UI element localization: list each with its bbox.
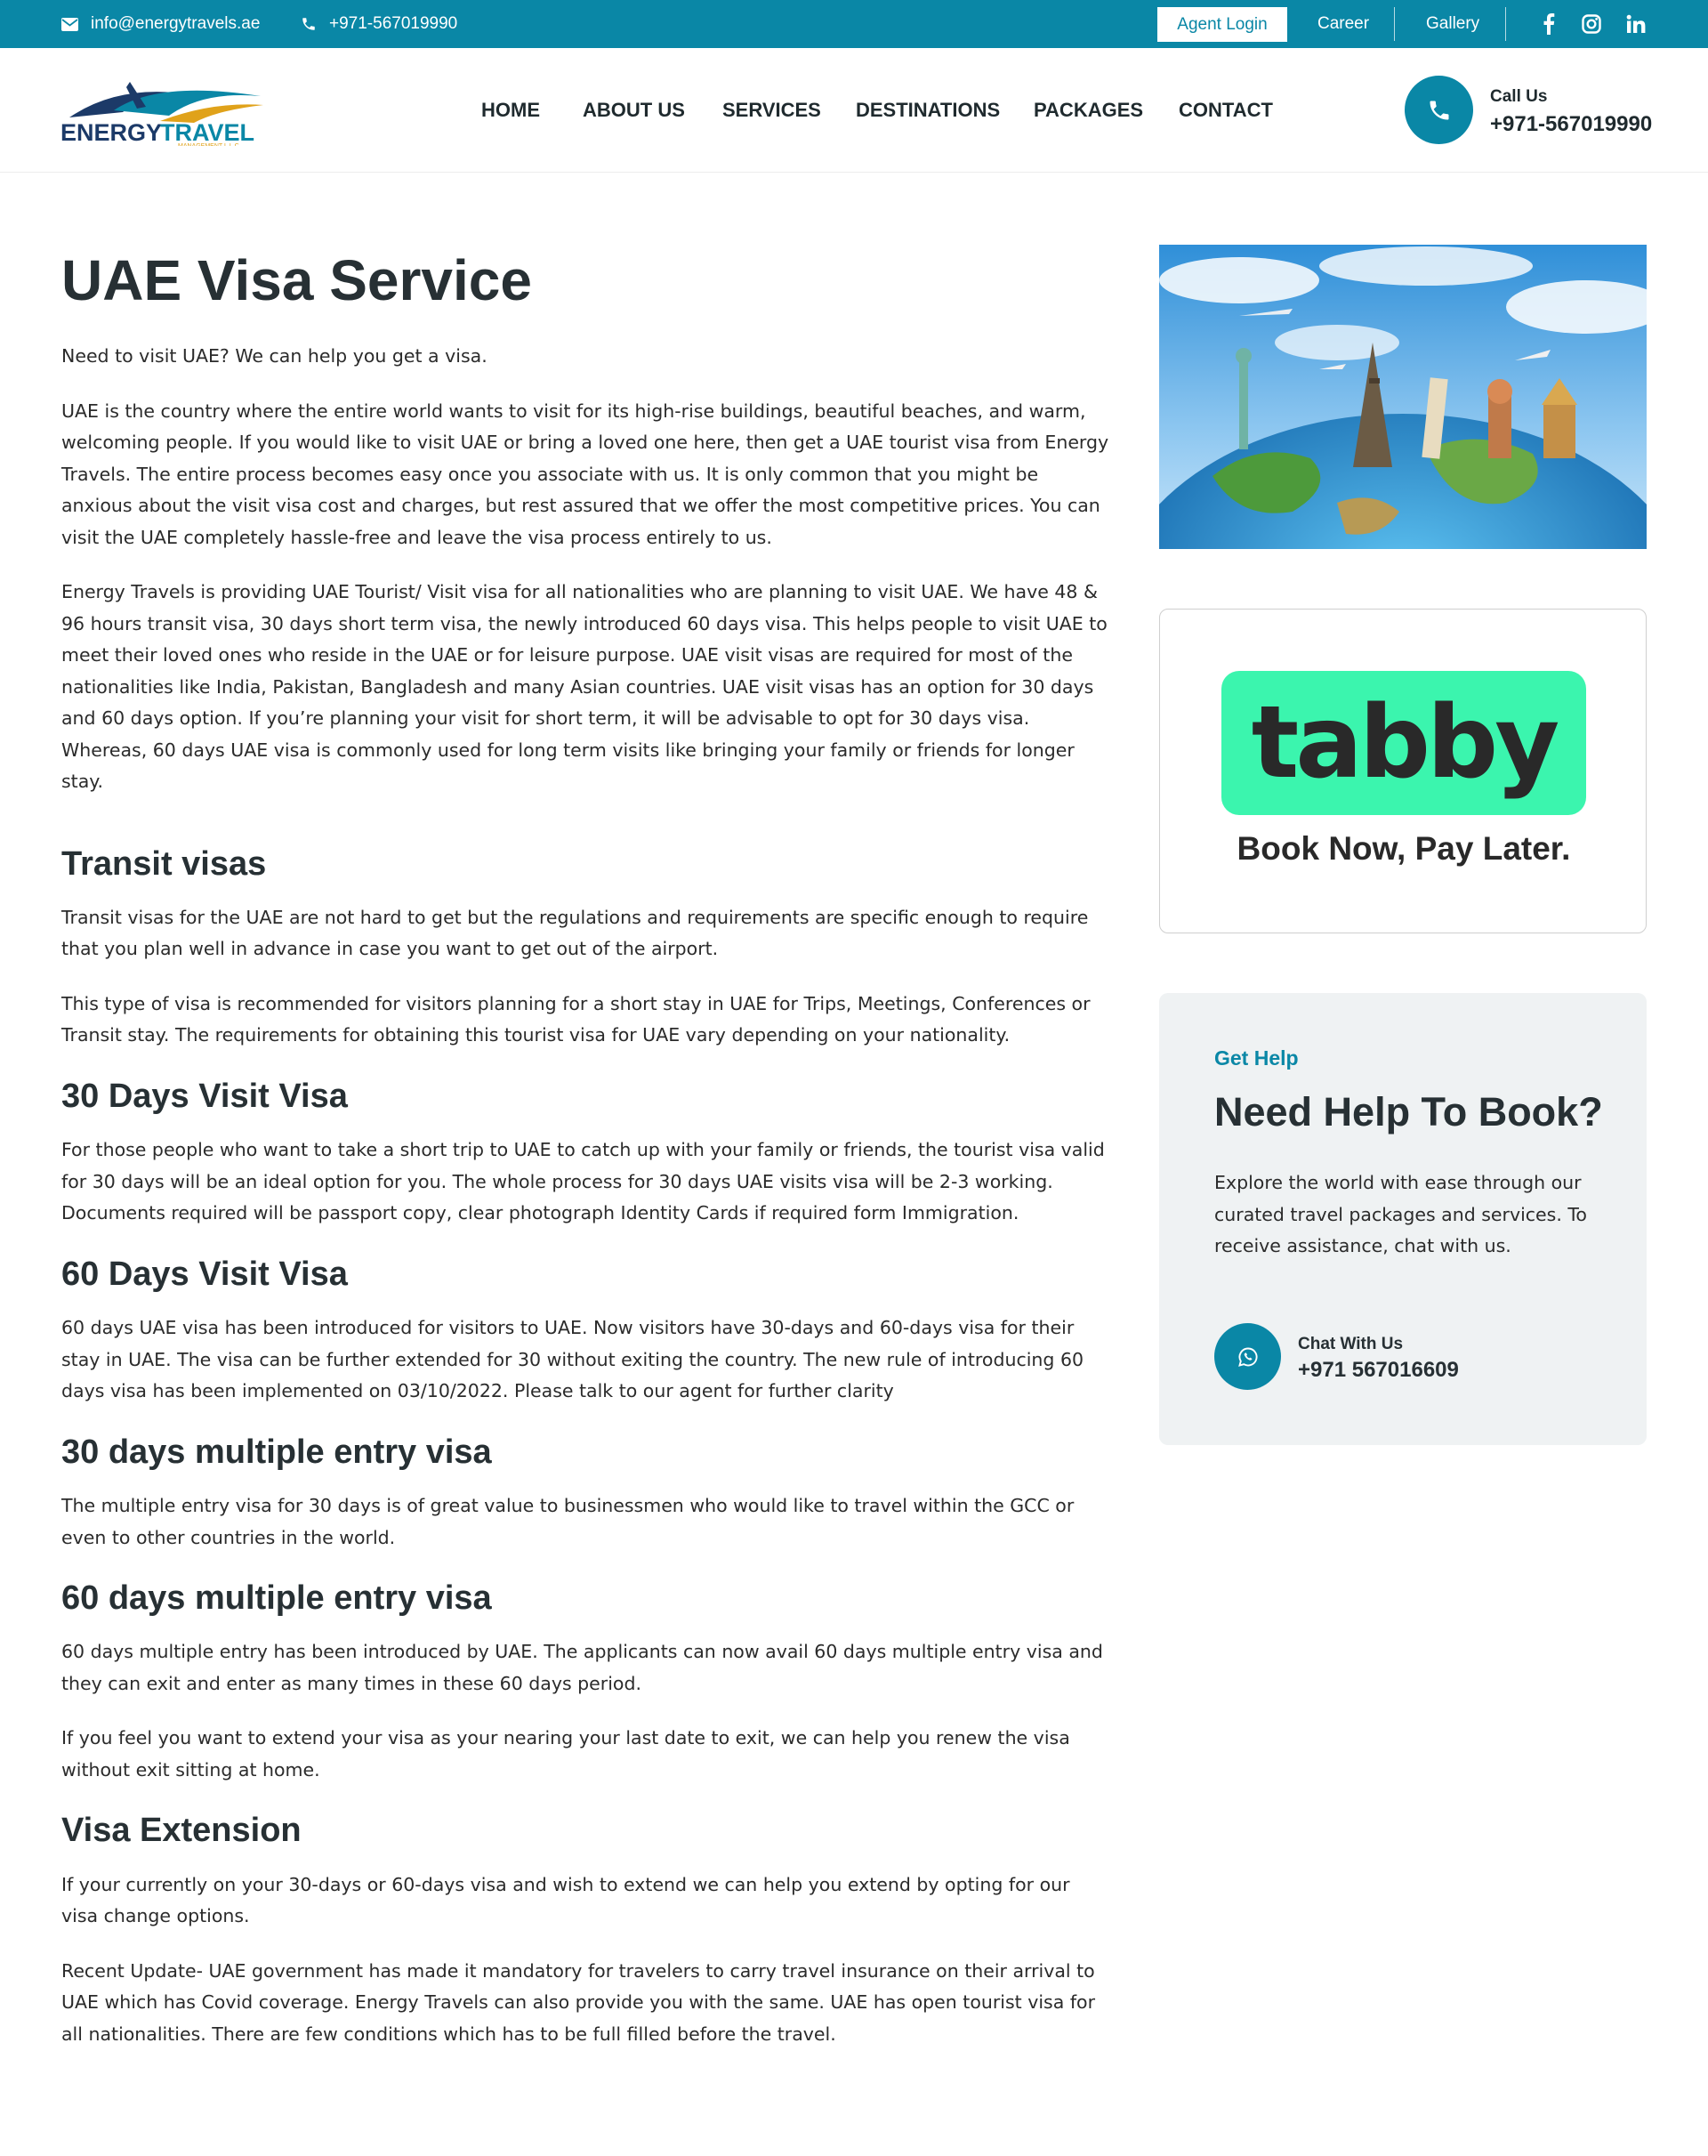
paragraph: 60 days multiple entry has been introduced by UAE. The applicants can now avail 60 days multiple entry visa and they can exit and enter as many times in these 60 days period. (61, 1641, 1103, 1694)
call-label: Call Us (1490, 87, 1548, 106)
top-email-text: info@energytravels.ae (91, 14, 261, 33)
call-number[interactable]: +971-567019990 (1490, 112, 1653, 136)
energy-travel-logo[interactable] (60, 75, 267, 146)
paragraph: If you feel you want to extend your visa as your nearing your last date to exit, we can help you renew the visa without exit sitting at home. (61, 1727, 1070, 1781)
help-card (1159, 993, 1647, 1445)
top-divider (1505, 7, 1506, 41)
nav-destinations[interactable]: DESTINATIONS (856, 99, 1001, 121)
tabby-logo (1221, 671, 1586, 815)
paragraph: 60 days UAE visa has been introduced for visitors to UAE. Now visitors have 30-days and 60-days visa for their stay in UAE. The visa can be further extended for 30 without exiting the country. The new rule of introducing 60 days visa has been implemented on 03/10/2022. Please talk to our agent for further clarity (61, 1317, 1084, 1402)
help-kicker: Get Help (1214, 1046, 1299, 1070)
linkedin-icon[interactable] (1623, 12, 1648, 36)
svg-text:MANAGEMENT L.L.C (178, 143, 239, 146)
top-bar (0, 0, 1708, 48)
top-phone-text: +971-567019990 (329, 14, 458, 33)
top-phone[interactable] (301, 0, 457, 48)
chat-label: Chat With Us (1298, 1335, 1404, 1353)
heading-visa-extension: Visa Extension (61, 1812, 302, 1850)
tabby-promo-card[interactable] (1159, 609, 1647, 933)
svg-text:TRAVEL: TRAVEL (160, 119, 254, 146)
svg-text:ENERGY: ENERGY (60, 119, 163, 146)
nav-contact[interactable]: CONTACT (1179, 99, 1273, 121)
help-title: Need Help To Book? (1214, 1089, 1603, 1135)
heading-60-days-multiple: 60 days multiple entry visa (61, 1579, 492, 1618)
help-text: Explore the world with ease through our curated travel packages and services. To receive assistance, chat with us. (1214, 1172, 1587, 1256)
whatsapp-icon (1237, 1346, 1259, 1368)
heading-transit-visas: Transit visas (61, 844, 267, 883)
heading-60-days-visa: 60 Days Visit Visa (61, 1255, 348, 1293)
main-content (61, 245, 1111, 2073)
paragraph: UAE is the country where the entire world wants to visit for its high-rise buildings, beautiful beaches, and warm, welcoming people. If you would like to visit UAE or bring a loved one here, then get a UAE tourist visa from Energy Travels. The entire process becomes easy once you associate with us. It is only common that you might be anxious about the visit visa cost and charges, but rest assured that we offer the most competitive prices. You can visit the UAE completely hassle-free and leave the visa process entirely to us. (61, 400, 1109, 548)
nav-home[interactable]: HOME (481, 99, 540, 121)
instagram-icon[interactable] (1579, 12, 1604, 36)
envelope-icon (61, 18, 78, 31)
main-header (0, 48, 1708, 173)
paragraph: The multiple entry visa for 30 days is of great value to businessmen who would like to travel within the GCC or even to other countries in the world. (61, 1495, 1075, 1548)
paragraph: Energy Travels is providing UAE Tourist/ Visit visa for all nationalities who are planning to visit UAE. We have 48 & 96 hours transit visa, 30 days short term visa, the newly introduced 60 days visa. This helps people to visit UAE to meet their loved ones who reside in the UAE or for leisure purpose. UAE visit visas are required for most of the nationalities like India, Pakistan, Bangladesh and many Asian countries. UAE visit visas has an option for 30 days and 60 days option. If you’re planning your visit for short term, it will be advisable to opt for 30 days visa. Whereas, 60 days UAE visa is commonly used for long term visits like bringing your family or friends for longer stay. (61, 581, 1108, 792)
call-button[interactable] (1405, 76, 1473, 144)
heading-30-days-multiple: 30 days multiple entry visa (61, 1433, 492, 1471)
travel-world-image (1159, 245, 1647, 549)
heading-30-days-visa: 30 Days Visit Visa (61, 1077, 348, 1115)
nav-packages[interactable]: PACKAGES (1034, 99, 1144, 121)
page-title: UAE Visa Service (61, 248, 532, 312)
tabby-tagline: Book Now, Pay Later. (1237, 830, 1571, 867)
nav-about-us[interactable]: ABOUT US (583, 99, 685, 121)
phone-icon (301, 16, 317, 32)
gallery-link[interactable]: Gallery (1426, 14, 1480, 33)
paragraph: For those people who want to take a short trip to UAE to catch up with your family or friends, the tourist visa valid for 30 days will be an ideal option for you. The whole process for 30 days UAE visits visa will be 2-3 working. Documents required will be passport copy, clear photograph Identity Cards if required form Immigration. (61, 1139, 1105, 1224)
paragraph: Recent Update- UAE government has made it mandatory for travelers to carry travel insurance on their arrival to UAE which has Covid coverage. Energy Travels can also provide you with the same. UAE has open tourist visa for all nationalities. There are few conditions which has to be full filled before the travel. (61, 1959, 1096, 2045)
facebook-icon[interactable] (1536, 12, 1561, 36)
intro-paragraph: Need to visit UAE? We can help you get a visa. (61, 345, 487, 367)
paragraph: This type of visa is recommended for visitors planning for a short stay in UAE for Trips, Meetings, Conferences or Transit stay. The requirements for obtaining this tourist visa for UAE vary depending on your nationality. (61, 992, 1091, 1046)
career-link[interactable]: Career (1317, 14, 1370, 33)
paragraph: Transit visas for the UAE are not hard to get but the regulations and requirements are specific enough to require that you plan well in advance in case you want to get out of the airport. (61, 906, 1089, 960)
chat-number[interactable]: +971 567016609 (1298, 1358, 1459, 1382)
agent-login-button[interactable]: Agent Login (1157, 7, 1287, 42)
nav-services[interactable]: SERVICES (722, 99, 821, 121)
top-email[interactable] (61, 0, 260, 48)
paragraph: If your currently on your 30-days or 60-days visa and wish to extend we can help you extend by opting for our visa change options. (61, 1873, 1070, 1927)
phone-icon (1427, 98, 1452, 123)
tabby-logo-text: tabby (1251, 685, 1557, 801)
top-divider (1394, 7, 1395, 41)
whatsapp-button[interactable] (1214, 1323, 1281, 1390)
